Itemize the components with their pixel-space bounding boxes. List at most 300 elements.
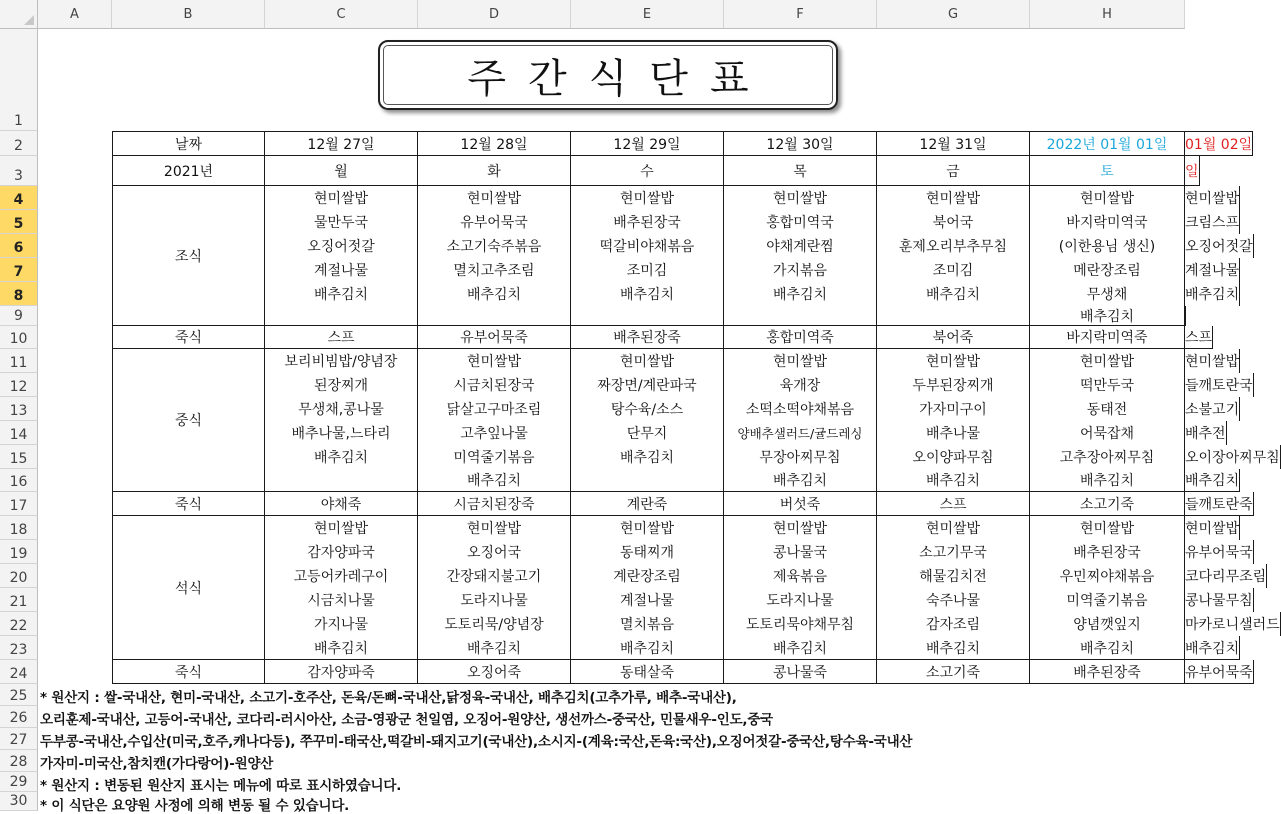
- menu-dinner-day6-item1[interactable]: [1185, 540, 1254, 564]
- menu-breakfast-day4-item4[interactable]: [877, 282, 1030, 306]
- date-cell-1[interactable]: [418, 131, 571, 156]
- menu-dinner-day4-item3[interactable]: [877, 588, 1030, 612]
- menu-dinner-day4-item2[interactable]: [877, 564, 1030, 588]
- column-header-e[interactable]: E: [571, 0, 724, 29]
- menu-snack2-day2[interactable]: [571, 492, 724, 516]
- menu-breakfast-day2-item0-text: 현미쌀밥: [619, 191, 675, 207]
- menu-dinner-day2-item1-text: 동태찌개: [619, 545, 675, 561]
- menu-breakfast-day5-item3[interactable]: [1030, 258, 1185, 282]
- menu-dinner-day6-item0[interactable]: [1185, 516, 1240, 540]
- column-header-h[interactable]: H: [1030, 0, 1185, 29]
- row-header-19[interactable]: 19: [0, 540, 38, 564]
- menu-lunch-day2-item0-text: 현미쌀밥: [619, 354, 675, 370]
- menu-dinner-day1-item3[interactable]: [418, 588, 571, 612]
- origin-note-1: 오리훈제-국내산, 고등어-국내산, 코다리-러시아산, 소금-영광군 천일염, 오징어-원양산, 생선까스-중국산, 민물새우-인도,중국: [40, 712, 774, 728]
- menu-breakfast-day2-item2[interactable]: [571, 234, 724, 258]
- menu-snack3-day0[interactable]: [265, 660, 418, 684]
- menu-breakfast-day5-item2[interactable]: [1030, 234, 1185, 258]
- menu-lunch-day5-item4[interactable]: [1030, 445, 1185, 469]
- row-header-2[interactable]: 2: [0, 131, 38, 156]
- menu-snack1-day6-text: 스프: [1185, 330, 1213, 346]
- menu-dinner-day0-item3[interactable]: [265, 588, 418, 612]
- menu-breakfast-day2-item3-text: 조미김: [626, 263, 668, 279]
- menu-dinner-day5-item2[interactable]: [1030, 564, 1185, 588]
- column-header-g[interactable]: G: [877, 0, 1030, 29]
- menu-lunch-day3-item0-text: 현미쌀밥: [772, 354, 828, 370]
- menu-lunch-day3-item1[interactable]: [724, 373, 877, 397]
- menu-breakfast-day3-item5[interactable]: [724, 306, 877, 326]
- meal-label-snack3-text: 죽식: [174, 664, 203, 681]
- date-cell-3[interactable]: [724, 131, 877, 156]
- row-header-14[interactable]: 14: [0, 421, 38, 445]
- menu-dinner-day5-item5[interactable]: [1030, 636, 1185, 660]
- menu-dinner-day6-item2[interactable]: [1185, 564, 1267, 588]
- weekday-cell-4[interactable]: [877, 156, 1030, 186]
- menu-dinner-day2-item0[interactable]: [571, 516, 724, 540]
- date-cell-2[interactable]: [571, 131, 724, 156]
- menu-snack1-day0[interactable]: [265, 326, 418, 349]
- meal-label-breakfast-text: 조식: [174, 248, 203, 265]
- menu-snack3-day2[interactable]: [571, 660, 724, 684]
- menu-snack1-day6[interactable]: [1185, 326, 1213, 349]
- meal-label-snack2[interactable]: [112, 492, 265, 516]
- menu-snack3-day0-text: 감자양파죽: [307, 664, 375, 681]
- menu-dinner-day0-item5-text: 배추김치: [313, 640, 369, 657]
- row-header-27[interactable]: 27: [0, 728, 38, 750]
- menu-lunch-day6-item4[interactable]: [1185, 445, 1281, 469]
- menu-snack2-day3[interactable]: [724, 492, 877, 516]
- menu-dinner-day2-item3-text: 계절나물: [619, 593, 675, 609]
- menu-snack1-day4[interactable]: [877, 326, 1030, 349]
- menu-lunch-day4-item4-text: 오이양파무침: [912, 450, 994, 466]
- menu-snack1-day3[interactable]: [724, 326, 877, 349]
- menu-lunch-day1-item3-text: 고추잎나물: [460, 426, 528, 442]
- menu-dinner-day1-item1[interactable]: [418, 540, 571, 564]
- date-label-cell[interactable]: [112, 131, 265, 156]
- menu-dinner-day3-item3-text: 도라지나물: [766, 593, 834, 609]
- menu-snack2-day0-text: 야채죽: [320, 496, 362, 513]
- menu-breakfast-day3-item2[interactable]: [724, 234, 877, 258]
- weekday-cell-2[interactable]: [571, 156, 724, 186]
- row-header-4[interactable]: 4: [0, 186, 38, 210]
- menu-lunch-day6-item1[interactable]: [1185, 373, 1254, 397]
- menu-dinner-day4-item5[interactable]: [877, 636, 1030, 660]
- row-header-20[interactable]: 20: [0, 564, 38, 588]
- date-cell-3-text: 12월 30일: [766, 136, 834, 153]
- weekday-cell-6[interactable]: [1185, 156, 1200, 186]
- row-header-11[interactable]: 11: [0, 349, 38, 373]
- weekday-cell-5[interactable]: [1030, 156, 1185, 186]
- menu-lunch-day3-item4[interactable]: [724, 445, 877, 469]
- row-header-21[interactable]: 21: [0, 588, 38, 612]
- menu-dinner-day5-item3[interactable]: [1030, 588, 1185, 612]
- menu-breakfast-day2-item5[interactable]: [571, 306, 724, 326]
- menu-dinner-day3-item3[interactable]: [724, 588, 877, 612]
- menu-dinner-day1-item2[interactable]: [418, 564, 571, 588]
- menu-lunch-day4-item0-text: 현미쌀밥: [925, 354, 981, 370]
- menu-lunch-day4-item2[interactable]: [877, 397, 1030, 421]
- menu-lunch-day0-item2[interactable]: [265, 397, 418, 421]
- row-header-28[interactable]: 28: [0, 750, 38, 772]
- menu-breakfast-day1-item3-text: 멸치고추조림: [453, 263, 535, 279]
- menu-breakfast-day5-item2-text: (이한용님 생신): [1058, 239, 1156, 255]
- select-all-corner[interactable]: [0, 0, 38, 29]
- menu-lunch-day3-item2[interactable]: [724, 397, 877, 421]
- menu-lunch-day4-item5[interactable]: [877, 469, 1030, 492]
- menu-dinner-day0-item5[interactable]: [265, 636, 418, 660]
- menu-snack3-day5[interactable]: [1030, 660, 1185, 684]
- menu-breakfast-day0-item4[interactable]: [265, 282, 418, 306]
- meal-label-snack2-text: 죽식: [174, 496, 203, 513]
- menu-lunch-day4-item4[interactable]: [877, 445, 1030, 469]
- menu-snack3-day6[interactable]: [1185, 660, 1254, 684]
- menu-lunch-day6-item0-text: 현미쌀밥: [1185, 354, 1240, 370]
- menu-dinner-day5-item0[interactable]: [1030, 516, 1185, 540]
- menu-lunch-day5-item5[interactable]: [1030, 469, 1185, 492]
- menu-breakfast-day1-item2[interactable]: [418, 234, 571, 258]
- menu-dinner-day5-item0-text: 현미쌀밥: [1079, 521, 1135, 537]
- menu-lunch-day0-item3[interactable]: [265, 421, 418, 445]
- menu-breakfast-day0-item2[interactable]: [265, 234, 418, 258]
- menu-lunch-day3-item2-text: 소떡소떡야채볶음: [745, 402, 855, 418]
- menu-dinner-day1-item3-text: 도라지나물: [460, 593, 528, 609]
- menu-breakfast-day6-item3[interactable]: [1185, 258, 1240, 282]
- meal-label-dinner[interactable]: [112, 516, 265, 660]
- menu-breakfast-day0-item1[interactable]: [265, 210, 418, 234]
- menu-dinner-day3-item5-text: 배추김치: [772, 640, 828, 657]
- menu-dinner-day5-item4[interactable]: [1030, 612, 1185, 636]
- row-header-6[interactable]: 6: [0, 234, 38, 258]
- row-header-15[interactable]: 15: [0, 445, 38, 469]
- menu-dinner-day0-item1[interactable]: [265, 540, 418, 564]
- menu-breakfast-day5-item4-text: 무생채: [1086, 287, 1128, 303]
- meal-label-breakfast[interactable]: [112, 186, 265, 326]
- menu-lunch-day3-item3-text: 양배추샐러드/귤드레싱: [737, 426, 863, 441]
- menu-snack3-day1[interactable]: [418, 660, 571, 684]
- menu-lunch-day6-item0[interactable]: [1185, 349, 1240, 373]
- menu-dinner-day6-item1-text: 유부어묵국: [1185, 545, 1253, 561]
- menu-dinner-day0-item0[interactable]: [265, 516, 418, 540]
- menu-lunch-day1-item5[interactable]: [418, 469, 571, 492]
- weekday-cell-1[interactable]: [418, 156, 571, 186]
- menu-lunch-day4-item0[interactable]: [877, 349, 1030, 373]
- date-cell-6[interactable]: [1185, 131, 1253, 156]
- menu-breakfast-day4-item2[interactable]: [877, 234, 1030, 258]
- menu-dinner-day1-item4[interactable]: [418, 612, 571, 636]
- menu-breakfast-day0-item3[interactable]: [265, 258, 418, 282]
- menu-lunch-day2-item5[interactable]: [571, 469, 724, 492]
- menu-breakfast-day1-item4-text: 배추김치: [466, 287, 522, 303]
- menu-breakfast-day2-item0[interactable]: [571, 186, 724, 210]
- menu-lunch-day2-item1[interactable]: [571, 373, 724, 397]
- menu-breakfast-day0-item3-text: 계절나물: [313, 263, 369, 279]
- menu-lunch-day2-item4[interactable]: [571, 445, 724, 469]
- year-label-cell[interactable]: [112, 156, 265, 186]
- menu-lunch-day6-item3[interactable]: [1185, 421, 1227, 445]
- menu-snack3-day4-text: 소고기죽: [925, 664, 981, 681]
- row-header-16[interactable]: 16: [0, 469, 38, 492]
- row-header-18[interactable]: 18: [0, 516, 38, 540]
- menu-dinner-day1-item5[interactable]: [418, 636, 571, 660]
- menu-lunch-day5-item3[interactable]: [1030, 421, 1185, 445]
- row-header-5[interactable]: 5: [0, 210, 38, 234]
- menu-lunch-day1-item0[interactable]: [418, 349, 571, 373]
- menu-dinner-day2-item5[interactable]: [571, 636, 724, 660]
- menu-dinner-day2-item3[interactable]: [571, 588, 724, 612]
- menu-breakfast-day3-item0[interactable]: [724, 186, 877, 210]
- row-header-8[interactable]: 8: [0, 282, 38, 306]
- menu-dinner-day4-item2-text: 해물김치전: [919, 569, 987, 585]
- menu-lunch-day3-item5[interactable]: [724, 469, 877, 492]
- menu-lunch-day4-item1[interactable]: [877, 373, 1030, 397]
- menu-dinner-day2-item0-text: 현미쌀밥: [619, 521, 675, 537]
- year-label-cell-text: 2021년: [163, 163, 214, 180]
- menu-snack3-day3[interactable]: [724, 660, 877, 684]
- menu-breakfast-day1-item5[interactable]: [418, 306, 571, 326]
- menu-snack2-day5-text: 소고기죽: [1079, 496, 1135, 513]
- menu-breakfast-day6-item4[interactable]: [1185, 282, 1240, 306]
- menu-breakfast-day4-item3[interactable]: [877, 258, 1030, 282]
- row-header-25[interactable]: 25: [0, 684, 38, 706]
- menu-breakfast-day1-item3[interactable]: [418, 258, 571, 282]
- menu-lunch-day5-item1[interactable]: [1030, 373, 1185, 397]
- menu-breakfast-day5-item1-text: 바지락미역국: [1066, 215, 1148, 231]
- date-cell-0[interactable]: [265, 131, 418, 156]
- column-header-c[interactable]: C: [265, 0, 418, 29]
- menu-dinner-day5-item5-text: 배추김치: [1079, 640, 1135, 657]
- origin-note-3: 가자미-미국산,참치캔(가다랑어)-원양산: [40, 756, 274, 772]
- menu-lunch-day0-item0[interactable]: [265, 349, 418, 373]
- menu-lunch-day4-item2-text: 가자미구이: [919, 402, 987, 418]
- menu-breakfast-day2-item4[interactable]: [571, 282, 724, 306]
- origin-note-5: * 이 식단은 요양원 사정에 의해 변동 될 수 있습니다.: [40, 798, 350, 814]
- menu-snack2-day1[interactable]: [418, 492, 571, 516]
- menu-dinner-day4-item0[interactable]: [877, 516, 1030, 540]
- menu-dinner-day0-item4[interactable]: [265, 612, 418, 636]
- row-header-26[interactable]: 26: [0, 706, 38, 728]
- menu-dinner-day6-item5-text: 배추김치: [1185, 640, 1240, 657]
- menu-breakfast-day2-item1[interactable]: [571, 210, 724, 234]
- menu-dinner-day6-item5[interactable]: [1185, 636, 1240, 660]
- row-header-23[interactable]: 23: [0, 636, 38, 660]
- menu-snack1-day5[interactable]: [1030, 326, 1185, 349]
- menu-lunch-day2-item2[interactable]: [571, 397, 724, 421]
- menu-lunch-day6-item5-text: 배추김치: [1185, 473, 1240, 489]
- row-header-3[interactable]: 3: [0, 156, 38, 186]
- menu-breakfast-day4-item1[interactable]: [877, 210, 1030, 234]
- menu-lunch-day5-item0[interactable]: [1030, 349, 1185, 373]
- menu-snack2-day4-text: 스프: [939, 496, 967, 513]
- weekday-cell-3[interactable]: [724, 156, 877, 186]
- menu-breakfast-day5-item3-text: 메란장조림: [1073, 263, 1141, 279]
- menu-breakfast-day5-item4[interactable]: [1030, 282, 1185, 306]
- row-header-12[interactable]: 12: [0, 373, 38, 397]
- menu-dinner-day1-item0[interactable]: [418, 516, 571, 540]
- menu-snack2-day1-text: 시금치된장죽: [453, 496, 535, 513]
- menu-lunch-day0-item2-text: 무생채,콩나물: [298, 402, 384, 418]
- menu-breakfast-day4-item0[interactable]: [877, 186, 1030, 210]
- weekday-cell-6-text: 일: [1185, 163, 1199, 180]
- row-header-1[interactable]: 1: [0, 29, 38, 131]
- menu-breakfast-day6-item0[interactable]: [1185, 186, 1240, 210]
- menu-snack3-day6-text: 유부어묵죽: [1185, 664, 1253, 681]
- row-header-17[interactable]: 17: [0, 492, 38, 516]
- menu-lunch-day5-item0-text: 현미쌀밥: [1079, 354, 1135, 370]
- menu-snack1-day1[interactable]: [418, 326, 571, 349]
- menu-dinner-day3-item1[interactable]: [724, 540, 877, 564]
- row-header-22[interactable]: 22: [0, 612, 38, 636]
- column-header-b[interactable]: B: [112, 0, 265, 29]
- menu-lunch-day6-item2[interactable]: [1185, 397, 1240, 421]
- row-header-9[interactable]: 9: [0, 306, 38, 326]
- menu-dinner-day0-item2[interactable]: [265, 564, 418, 588]
- menu-dinner-day4-item1[interactable]: [877, 540, 1030, 564]
- menu-dinner-day3-item5[interactable]: [724, 636, 877, 660]
- menu-lunch-day0-item1[interactable]: [265, 373, 418, 397]
- menu-breakfast-day0-item0[interactable]: [265, 186, 418, 210]
- menu-breakfast-day2-item3[interactable]: [571, 258, 724, 282]
- menu-lunch-day4-item5-text: 배추김치: [925, 473, 981, 489]
- menu-lunch-day3-item3[interactable]: [724, 421, 877, 445]
- row-header-29[interactable]: 29: [0, 772, 38, 792]
- menu-dinner-day2-item2[interactable]: [571, 564, 724, 588]
- menu-breakfast-day6-item1[interactable]: [1185, 210, 1240, 234]
- meal-label-snack1[interactable]: [112, 326, 265, 349]
- date-cell-4[interactable]: [877, 131, 1030, 156]
- menu-breakfast-day3-item1[interactable]: [724, 210, 877, 234]
- date-cell-5-text: 2022년 01월 01일: [1046, 136, 1168, 153]
- menu-breakfast-day3-item4[interactable]: [724, 282, 877, 306]
- menu-snack3-day4[interactable]: [877, 660, 1030, 684]
- menu-lunch-day4-item3[interactable]: [877, 421, 1030, 445]
- menu-dinner-day6-item3-text: 콩나물무침: [1185, 593, 1253, 609]
- menu-dinner-day3-item4-text: 도토리묵야채무침: [745, 617, 855, 633]
- menu-breakfast-day0-item5[interactable]: [265, 306, 418, 326]
- menu-snack1-day0-text: 스프: [327, 330, 355, 346]
- menu-breakfast-day5-item0[interactable]: [1030, 186, 1185, 210]
- menu-snack2-day6-text: 들깨토란죽: [1185, 496, 1253, 513]
- date-cell-1-text: 12월 28일: [460, 136, 528, 153]
- date-cell-4-text: 12월 31일: [919, 136, 987, 153]
- origin-note-4: * 원산지 : 변동된 원산지 표시는 메뉴에 따로 표시하였습니다.: [40, 778, 402, 794]
- date-cell-5[interactable]: [1030, 131, 1185, 156]
- menu-snack2-day5[interactable]: [1030, 492, 1185, 516]
- weekday-cell-3-text: 목: [793, 163, 807, 180]
- menu-dinner-day3-item1-text: 콩나물국: [772, 545, 828, 561]
- row-header-13[interactable]: 13: [0, 397, 38, 421]
- menu-lunch-day1-item5-text: 배추김치: [466, 473, 522, 489]
- menu-breakfast-day6-item3-text: 계절나물: [1185, 263, 1240, 279]
- menu-dinner-day2-item2-text: 계란장조림: [613, 569, 681, 585]
- menu-lunch-day2-item1-text: 짜장면/계란파국: [597, 378, 697, 394]
- menu-breakfast-day5-item5[interactable]: [1030, 306, 1185, 326]
- menu-breakfast-day2-item1-text: 배추된장국: [613, 215, 681, 231]
- row-header-24[interactable]: 24: [0, 660, 38, 684]
- menu-lunch-day2-item0[interactable]: [571, 349, 724, 373]
- weekday-cell-2-text: 수: [640, 163, 654, 180]
- menu-lunch-day1-item3[interactable]: [418, 421, 571, 445]
- menu-lunch-day0-item5[interactable]: [265, 469, 418, 492]
- menu-breakfast-day0-item0-text: 현미쌀밥: [313, 191, 369, 207]
- menu-snack2-day4[interactable]: [877, 492, 1030, 516]
- menu-lunch-day1-item0-text: 현미쌀밥: [466, 354, 522, 370]
- menu-dinner-day0-item4-text: 가지나물: [313, 617, 369, 633]
- menu-dinner-day2-item4-text: 멸치볶음: [619, 617, 675, 633]
- menu-dinner-day3-item0[interactable]: [724, 516, 877, 540]
- row-header-7[interactable]: 7: [0, 258, 38, 282]
- menu-dinner-day3-item4[interactable]: [724, 612, 877, 636]
- meal-label-lunch[interactable]: [112, 349, 265, 492]
- menu-lunch-day1-item4[interactable]: [418, 445, 571, 469]
- page-title[interactable]: 주간식단표: [378, 40, 838, 110]
- menu-dinner-day6-item3[interactable]: [1185, 588, 1254, 612]
- menu-breakfast-day6-item2-text: 오징어젓갈: [1185, 239, 1253, 255]
- menu-breakfast-day6-item4-text: 배추김치: [1185, 287, 1240, 303]
- menu-dinner-day3-item2[interactable]: [724, 564, 877, 588]
- menu-breakfast-day0-item2-text: 오징어젓갈: [307, 239, 375, 255]
- menu-breakfast-day2-item2-text: 떡갈비야채볶음: [599, 239, 695, 255]
- menu-lunch-day6-item3-text: 배추전: [1185, 426, 1226, 442]
- menu-breakfast-day1-item0[interactable]: [418, 186, 571, 210]
- menu-breakfast-day1-item1[interactable]: [418, 210, 571, 234]
- menu-lunch-day1-item2[interactable]: [418, 397, 571, 421]
- menu-breakfast-day3-item3[interactable]: [724, 258, 877, 282]
- menu-dinner-day2-item1[interactable]: [571, 540, 724, 564]
- menu-lunch-day4-item1-text: 두부된장찌개: [912, 378, 994, 394]
- menu-snack2-day0[interactable]: [265, 492, 418, 516]
- menu-breakfast-day6-item5[interactable]: [1185, 306, 1186, 326]
- menu-dinner-day4-item4-text: 감자조림: [925, 617, 981, 633]
- column-header-a[interactable]: A: [38, 0, 112, 29]
- menu-snack1-day2[interactable]: [571, 326, 724, 349]
- menu-lunch-day6-item5[interactable]: [1185, 469, 1240, 492]
- menu-snack2-day6[interactable]: [1185, 492, 1254, 516]
- row-header-30[interactable]: 30: [0, 792, 38, 811]
- menu-snack1-day2-text: 배추된장죽: [613, 330, 681, 346]
- menu-dinner-day2-item4[interactable]: [571, 612, 724, 636]
- menu-lunch-day1-item1-text: 시금치된장국: [453, 378, 535, 394]
- menu-dinner-day4-item4[interactable]: [877, 612, 1030, 636]
- menu-snack3-day3-text: 콩나물죽: [772, 664, 828, 681]
- menu-dinner-day1-item4-text: 도토리묵/양념장: [444, 617, 544, 633]
- menu-breakfast-day4-item5[interactable]: [877, 306, 1030, 326]
- menu-breakfast-day1-item4[interactable]: [418, 282, 571, 306]
- menu-dinner-day5-item1[interactable]: [1030, 540, 1185, 564]
- menu-lunch-day1-item1[interactable]: [418, 373, 571, 397]
- menu-snack1-day5-text: 바지락미역죽: [1066, 330, 1148, 346]
- menu-dinner-day5-item1-text: 배추된장국: [1073, 545, 1141, 561]
- menu-lunch-day3-item0[interactable]: [724, 349, 877, 373]
- menu-lunch-day5-item2[interactable]: [1030, 397, 1185, 421]
- weekday-cell-5-text: 토: [1100, 163, 1114, 180]
- date-cell-0-text: 12월 27일: [307, 136, 375, 153]
- column-header-f[interactable]: F: [724, 0, 877, 29]
- menu-breakfast-day6-item2[interactable]: [1185, 234, 1254, 258]
- weekday-cell-0[interactable]: [265, 156, 418, 186]
- menu-dinner-day6-item2-text: 코다리무조림: [1185, 569, 1267, 585]
- menu-breakfast-day1-item2-text: 소고기숙주볶음: [446, 239, 542, 255]
- menu-breakfast-day5-item1[interactable]: [1030, 210, 1185, 234]
- row-header-10[interactable]: 10: [0, 326, 38, 349]
- menu-lunch-day5-item1-text: 떡만두국: [1079, 378, 1135, 394]
- menu-lunch-day0-item4[interactable]: [265, 445, 418, 469]
- menu-dinner-day6-item4[interactable]: [1185, 612, 1281, 636]
- date-cell-6-text: 01월 02일: [1185, 136, 1253, 153]
- meal-label-snack3[interactable]: [112, 660, 265, 684]
- menu-dinner-day5-item3-text: 미역줄기볶음: [1066, 593, 1148, 609]
- menu-lunch-day2-item3[interactable]: [571, 421, 724, 445]
- column-header-d[interactable]: D: [418, 0, 571, 29]
